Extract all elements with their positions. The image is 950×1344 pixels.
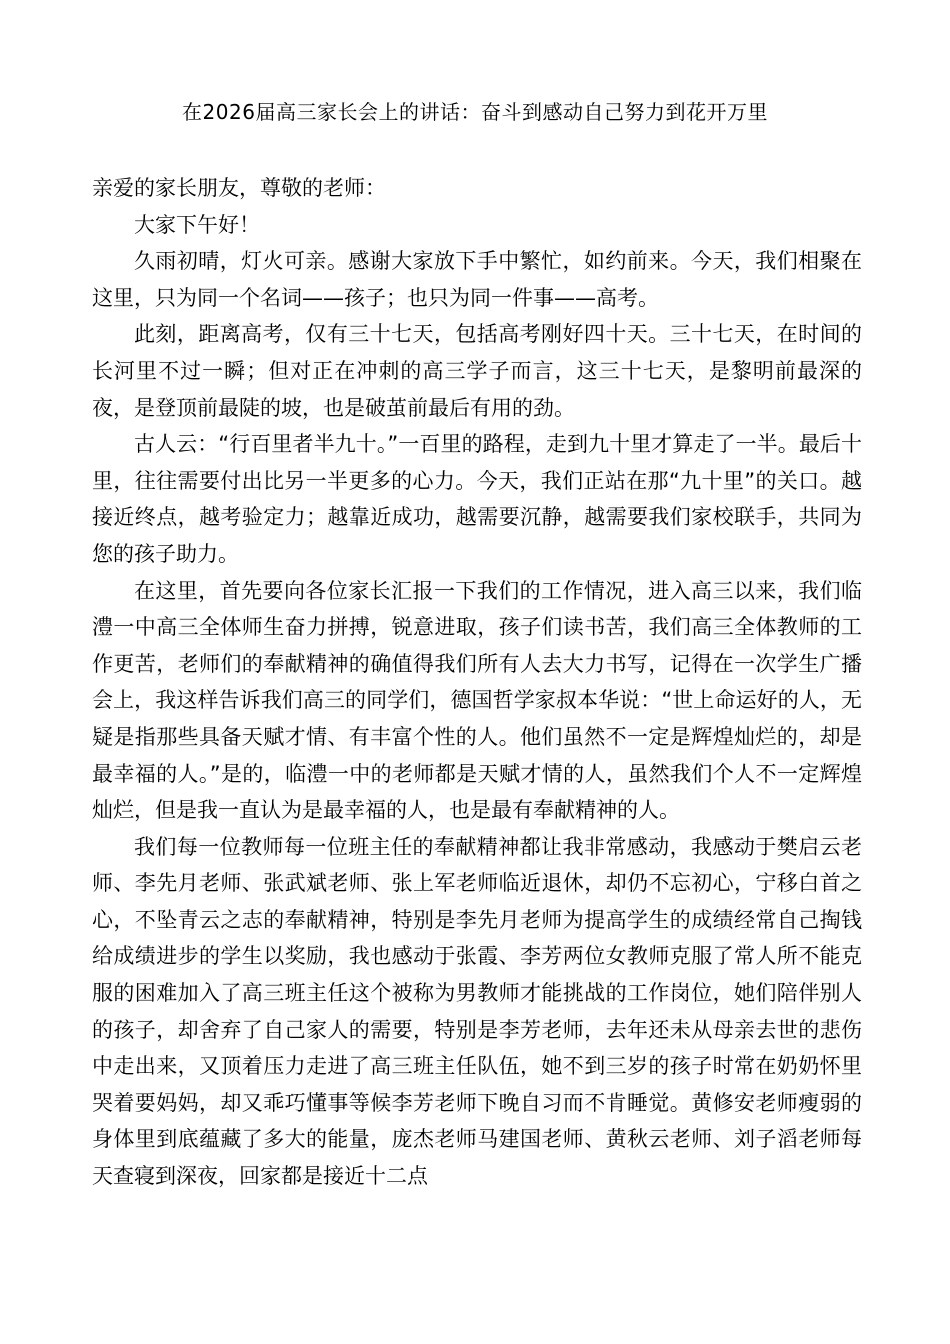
paragraph-countdown: 此刻，距离高考，仅有三十七天，包括高考刚好四十天。三十七天，在时间的长河里不过一瞬；但对正在冲刺的高三学子而言，这三十七天，是黎明前最深的夜，是登顶前最陡的坡，也是破茧前最后有用的劲。 <box>92 322 862 420</box>
paragraph-greeting: 大家下午好！ <box>134 212 260 237</box>
paragraph-work-report: 在这里，首先要向各位家长汇报一下我们的工作情况，进入高三以来，我们临澧一中高三全体师生奋力拼搏，锐意进取，孩子们读书苦，我们高三全体教师的工作更苦，老师们的奉献精神的确值得我们所有人去大力书写，记得在一次学生广播会上，我这样告诉我们高三的同学们，德国哲学家叔本华说：“世上命运好的人，无疑是指那些具备天赋才情、有丰富个性的人。他们虽然不一定是辉煌灿烂的，却是最幸福的人。”是的，临澧一中的老师都是天赋才情的人，虽然我们个人不一定辉煌灿烂，但是我一直认为是最幸福的人，也是最有奉献精神的人。 <box>92 578 862 823</box>
salutation: 亲爱的家长朋友，尊敬的老师： <box>92 176 386 200</box>
paragraph-teacher-dedication: 我们每一位教师每一位班主任的奉献精神都让我非常感动，我感动于樊启云老师、李先月老师、张武斌老师、张上军老师临近退休，却仍不忘初心，宁移白首之心，不坠青云之志的奉献精神，特别是李先月老师为提高学生的成绩经常自己掏钱给成绩进步的学生以奖励，我也感动于张霞、李芳两位女教师克服了常人所不能克服的困难加入了高三班主任这个被称为男教师才能挑战的工作岗位，她们陪伴别人的孩子，却舍弃了自己家人的需要，特别是李芳老师，去年还未从母亲去世的悲伤中走出来，又顶着压力走进了高三班主任队伍，她不到三岁的孩子时常在奶奶怀里哭着要妈妈，却又乖巧懂事等候李芳老师下晚自习而不肯睡觉。黄修安老师瘦弱的身体里到底蕴藏了多大的能量，庞杰老师马建国老师、黄秋云老师、刘子滔老师每天查寝到深夜，回家都是接近十二点 <box>92 834 862 1189</box>
paragraph-proverb: 古人云：“行百里者半九十。”一百里的路程，走到九十里才算走了一半。最后十里，往往需要付出比另一半更多的心力。今天，我们正站在那“九十里”的关口。越接近终点，越考验定力；越靠近成功，越需要沉静，越需要我们家校联手，共同为您的孩子助力。 <box>92 432 862 566</box>
document-title: 在2026届高三家长会上的讲话：奋斗到感动自己努力到花开万里 <box>182 100 768 124</box>
paragraph-welcome: 久雨初晴，灯火可亲。感谢大家放下手中繁忙，如约前来。今天，我们相聚在这里，只为同一个名词——孩子；也只为同一件事——高考。 <box>92 249 862 310</box>
document-body <box>92 170 862 1195</box>
